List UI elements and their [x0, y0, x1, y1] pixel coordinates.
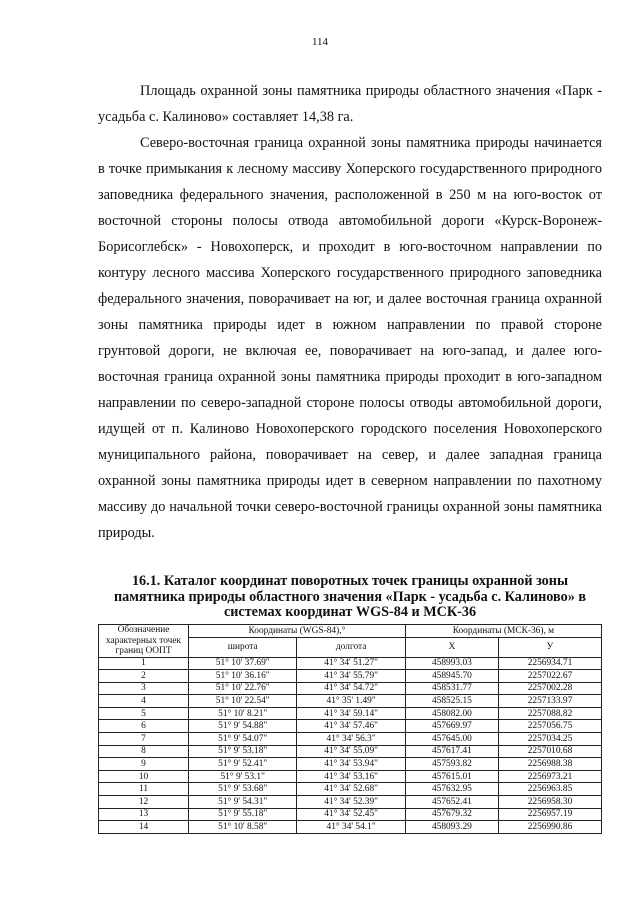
header-latitude: широта [189, 637, 297, 657]
table-row [99, 770, 602, 783]
table-row [99, 670, 602, 683]
x-cell: 457593.82 [405, 758, 498, 771]
table-row [99, 707, 602, 720]
point-number-cell: 2 [99, 670, 189, 683]
y-cell: 2257034.25 [499, 733, 602, 746]
y-cell: 2256957.19 [499, 808, 602, 821]
longitude-cell: 41° 34' 59.14" [297, 707, 405, 720]
y-cell: 2256934.71 [499, 657, 602, 670]
y-cell: 2256988.38 [499, 758, 602, 771]
x-cell: 457652.41 [405, 796, 498, 809]
x-cell: 458945.70 [405, 670, 498, 683]
x-cell: 457615.01 [405, 770, 498, 783]
y-cell: 2256963.85 [499, 783, 602, 796]
latitude-cell: 51° 9' 53.18" [189, 745, 297, 758]
paragraph: Площадь охранной зоны памятника природы областного значения «Парк - усадьба с. Калиново» составляет 14,38 га. [98, 83, 602, 125]
longitude-cell: 41° 34' 57.46" [297, 720, 405, 733]
longitude-cell: 41° 34' 54.1" [297, 821, 405, 834]
table-row [99, 733, 602, 746]
x-cell: 458525.15 [405, 695, 498, 708]
header-y: У [499, 637, 602, 657]
table-row [99, 695, 602, 708]
point-number-cell: 1 [99, 657, 189, 670]
header-wgs84: Координаты (WGS-84),° [189, 625, 406, 638]
longitude-cell: 41° 34' 55.79" [297, 670, 405, 683]
y-cell: 2257088.82 [499, 707, 602, 720]
y-cell: 2257022.67 [499, 670, 602, 683]
latitude-cell: 51° 10' 22.76" [189, 682, 297, 695]
longitude-cell: 41° 34' 52.39" [297, 796, 405, 809]
header-msk36: Координаты (МСК-36), м [405, 625, 601, 638]
point-number-cell: 11 [99, 783, 189, 796]
latitude-cell: 51° 9' 53.68" [189, 783, 297, 796]
point-number-cell: 4 [99, 695, 189, 708]
table-row [99, 796, 602, 809]
x-cell: 458082.00 [405, 707, 498, 720]
paragraph-area [98, 78, 602, 130]
longitude-cell: 41° 34' 52.68" [297, 783, 405, 796]
paragraph: Северо-восточная граница охранной зоны памятника природы начинается в точке примыкания к лесному массиву Хоперского государственного природного заповедника федерального значения, расположенной в 250 м на юго-восток от восточной стороны полосы отвода автомобильной дороги «Курск-Воронеж-Борисоглебск» - Новохоперск, и проходит в юго-восточном направлении по контуру лесного массива Хоперского государственного природного заповедника федерального значения, поворачивает на юг, и далее восточная граница охранной зоны памятника природы идет в южном направлении по правой стороне грунтовой дороги, не включая ее, поворачивает на юго-запад, и далее юго-восточная граница охранной зоны памятника природы проходит в юго-западном направлении по северо-западной стороне полосы отводы автомобильной дороги, идущей от п. Калиново Новохоперского городского поселения Новохоперского муниципального района, поворачивает на север, и далее западная граница охранной зоны памятника природы идет в северном направлении по пахотному массиву до начальной точки северо-восточной границы охранной зоны памятника природы. [98, 135, 602, 541]
y-cell: 2257002.28 [499, 682, 602, 695]
latitude-cell: 51° 10' 8.58" [189, 821, 297, 834]
table-header [99, 625, 602, 658]
latitude-cell: 51° 9' 54.88" [189, 720, 297, 733]
x-cell: 457679.32 [405, 808, 498, 821]
point-number-cell: 10 [99, 770, 189, 783]
x-cell: 458993.03 [405, 657, 498, 670]
y-cell: 2256990.86 [499, 821, 602, 834]
coordinates-table [98, 624, 602, 834]
y-cell: 2257010.68 [499, 745, 602, 758]
point-number-cell: 6 [99, 720, 189, 733]
x-cell: 458531.77 [405, 682, 498, 695]
latitude-cell: 51° 9' 53.1" [189, 770, 297, 783]
paragraph-boundary-description [98, 130, 602, 546]
longitude-cell: 41° 34' 55.09" [297, 745, 405, 758]
longitude-cell: 41° 34' 52.45" [297, 808, 405, 821]
longitude-cell: 41° 34' 56.3" [297, 733, 405, 746]
latitude-cell: 51° 10' 36.16" [189, 670, 297, 683]
point-number-cell: 3 [99, 682, 189, 695]
table-body [99, 657, 602, 833]
x-cell: 458093.29 [405, 821, 498, 834]
table-row [99, 745, 602, 758]
point-number-cell: 7 [99, 733, 189, 746]
latitude-cell: 51° 9' 55.18" [189, 808, 297, 821]
table-row [99, 758, 602, 771]
latitude-cell: 51° 9' 54.31" [189, 796, 297, 809]
longitude-cell: 41° 35' 1.49" [297, 695, 405, 708]
x-cell: 457645.00 [405, 733, 498, 746]
latitude-cell: 51° 9' 54.07" [189, 733, 297, 746]
x-cell: 457669.97 [405, 720, 498, 733]
point-number-cell: 12 [99, 796, 189, 809]
point-number-cell: 14 [99, 821, 189, 834]
point-number-cell: 8 [99, 745, 189, 758]
table-row [99, 720, 602, 733]
section-title: 16.1. Каталог координат поворотных точек границы охранной зоны памятника природы областного значения «Парк - усадьба с. Калиново» в системах координат WGS-84 и МСК-36 [113, 573, 587, 620]
y-cell: 2257133.97 [499, 695, 602, 708]
x-cell: 457617.41 [405, 745, 498, 758]
x-cell: 457632.95 [405, 783, 498, 796]
table-row [99, 657, 602, 670]
latitude-cell: 51° 10' 37.69" [189, 657, 297, 670]
header-longitude: долгота [297, 637, 405, 657]
table-row [99, 783, 602, 796]
latitude-cell: 51° 10' 22.54" [189, 695, 297, 708]
point-number-cell: 13 [99, 808, 189, 821]
header-x: X [405, 637, 498, 657]
table-row [99, 821, 602, 834]
latitude-cell: 51° 10' 8.21" [189, 707, 297, 720]
table-row [99, 682, 602, 695]
y-cell: 2256973.21 [499, 770, 602, 783]
point-number-cell: 9 [99, 758, 189, 771]
table-row [99, 808, 602, 821]
longitude-cell: 41° 34' 53.16" [297, 770, 405, 783]
point-number-cell: 5 [99, 707, 189, 720]
y-cell: 2256958.30 [499, 796, 602, 809]
y-cell: 2257056.75 [499, 720, 602, 733]
latitude-cell: 51° 9' 52.41" [189, 758, 297, 771]
header-point-id: Обозначение характерных точек границ ООПТ [99, 625, 189, 658]
longitude-cell: 41° 34' 54.72" [297, 682, 405, 695]
longitude-cell: 41° 34' 51.27" [297, 657, 405, 670]
longitude-cell: 41° 34' 53.94" [297, 758, 405, 771]
page-number: 114 [311, 36, 329, 48]
